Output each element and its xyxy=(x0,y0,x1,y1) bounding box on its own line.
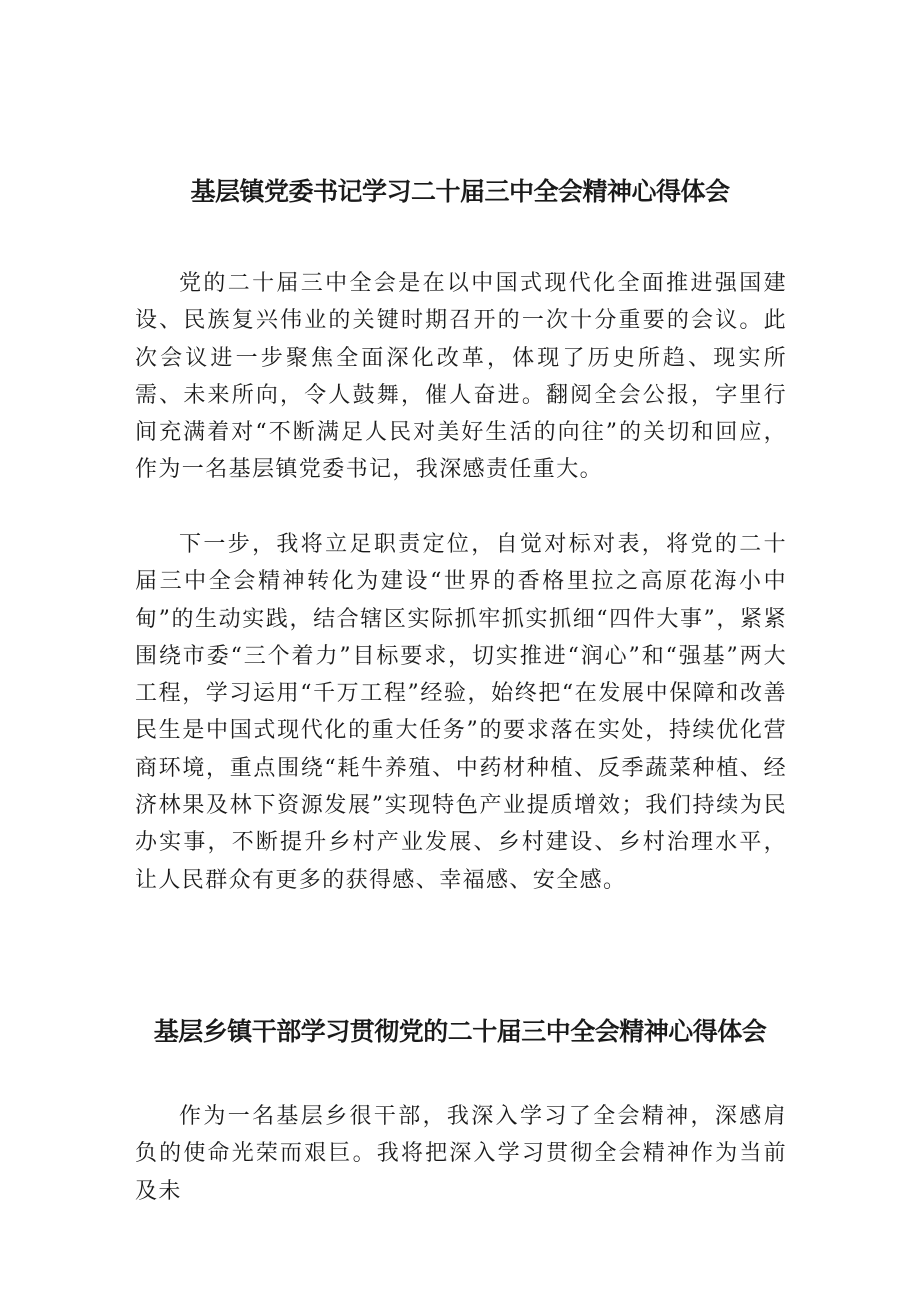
article-1-paragraph-1: 党的二十届三中全会是在以中国式现代化全面推进强国建设、民族复兴伟业的关键时期召开的一次十分重要的会议。此次会议进一步聚焦全面深化改革，体现了历史所趋、现实所需、未来所向，令人鼓舞，催人奋进。翻阅全会公报，字里行间充满着对“不断满足人民对美好生活的向往”的关切和回应，作为一名基层镇党委书记，我深感责任重大。 xyxy=(135,271,787,483)
article-1-title: 基层镇党委书记学习二十届三中全会精神心得体会 xyxy=(190,177,730,206)
article-2-paragraph-1: 作为一名基层乡很干部，我深入学习了全会精神，深感肩负的使命光荣而艰巨。我将把深入学习贯彻全会精神作为当前及未 xyxy=(135,1104,787,1204)
article-2-title: 基层乡镇干部学习贯彻党的二十届三中全会精神心得体会 xyxy=(153,1017,767,1046)
article-1-paragraph-2: 下一步，我将立足职责定位，自觉对标对表，将党的二十届三中全会精神转化为建设“世界的香格里拉之高原花海小中甸”的生动实践，结合辖区实际抓牢抓实抓细“四件大事”，紧紧围绕市委“三个着力”目标要求，切实推进“润心”和“强基”两大工程，学习运用“千万工程”经验，始终把“在发展中保障和改善民生是中国式现代化的重大任务”的要求落在实处，持续优化营商环境，重点围绕“耗牛养殖、中药材种植、反季蔬菜种植、经济林果及林下资源发展”实现特色产业提质增效；我们持续为民办实事，不断提升乡村产业发展、乡村建设、乡村治理水平，让人民群众有更多的获得感、幸福感、安全感。 xyxy=(135,532,787,893)
